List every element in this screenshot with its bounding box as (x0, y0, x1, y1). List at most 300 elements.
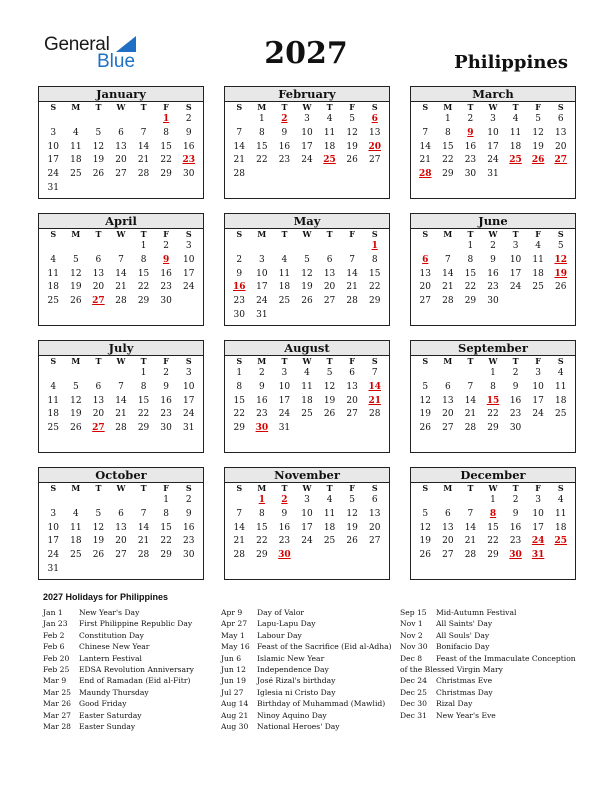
holiday-day-cell: 12 (554, 254, 567, 265)
weekday-header: T (95, 356, 102, 366)
day-cell: 19 (92, 155, 105, 166)
day-cell: 6 (95, 381, 102, 392)
month-grid (39, 356, 203, 436)
day-cell: 18 (554, 522, 567, 533)
weekday-header: T (512, 483, 519, 493)
day-cell: 8 (163, 127, 169, 138)
holiday-entry (221, 653, 392, 664)
holiday-date: Feb 6 (43, 642, 65, 652)
day-cell: 27 (442, 550, 454, 561)
empty-day-cell (110, 240, 133, 254)
empty-day-cell (132, 113, 155, 127)
holiday-day-cell: 25 (509, 155, 522, 166)
holiday-day-cell: 31 (531, 550, 545, 561)
month-title: July (39, 341, 203, 356)
day-cell: 23 (256, 409, 268, 420)
weekday-header: S (236, 229, 243, 239)
weekday-header: T (467, 356, 474, 366)
day-cell: 20 (323, 282, 336, 293)
holiday-day-cell: 9 (163, 254, 170, 265)
month-august (224, 340, 390, 453)
day-cell: 28 (233, 550, 245, 561)
weekday-header: M (257, 356, 267, 366)
day-cell: 2 (512, 368, 519, 378)
holiday-day-cell: 30 (509, 550, 522, 561)
day-cell: 23 (160, 282, 172, 293)
weekday-header: M (257, 102, 267, 112)
day-cell: 12 (346, 127, 358, 138)
weekday-header: M (257, 483, 267, 493)
empty-day-cell (459, 367, 482, 381)
day-cell: 18 (278, 282, 291, 293)
empty-day-cell (110, 113, 133, 127)
holiday-entry (400, 641, 576, 652)
holiday-day-cell: 9 (467, 127, 474, 138)
day-cell: 26 (323, 409, 336, 420)
holiday-date: May 1 (221, 630, 245, 640)
day-cell: 3 (50, 508, 57, 519)
weekday-header: S (371, 229, 378, 239)
holiday-date: Dec 24 (400, 676, 427, 686)
weekday-header: T (467, 229, 474, 239)
day-cell: 24 (278, 409, 291, 420)
day-cell: 17 (47, 155, 59, 166)
day-cell: 23 (182, 536, 195, 547)
day-cell: 8 (236, 381, 243, 392)
day-cell: 12 (532, 127, 544, 138)
day-cell: 8 (490, 381, 496, 392)
weekday-header: M (443, 229, 453, 239)
holiday-date: Mar 26 (43, 699, 72, 709)
holiday-entry (43, 664, 194, 675)
day-cell: 12 (70, 268, 82, 279)
empty-day-cell (414, 367, 437, 381)
day-cell: 22 (256, 536, 268, 547)
weekday-header: S (50, 102, 57, 112)
weekday-header: S (236, 102, 243, 112)
holiday-name: Birthday of Muhammad (Mawlid) (257, 699, 386, 709)
day-cell: 24 (487, 155, 499, 166)
day-cell: 28 (464, 423, 477, 434)
holiday-date: Jun 12 (221, 665, 246, 675)
weekday-header: S (557, 102, 564, 112)
empty-day-cell (110, 494, 133, 508)
holiday-name: Iglesia ni Cristo Day (257, 687, 336, 697)
day-cell: 2 (236, 254, 243, 265)
holiday-entry (43, 653, 194, 664)
day-cell: 21 (464, 409, 477, 420)
day-cell: 10 (47, 522, 59, 533)
day-cell: 22 (487, 409, 499, 420)
day-cell: 23 (160, 409, 172, 420)
day-cell: 2 (467, 114, 474, 124)
weekday-header: T (95, 483, 102, 493)
weekday-header: T (326, 229, 333, 239)
day-cell: 14 (464, 395, 477, 406)
day-cell: 3 (304, 114, 310, 124)
empty-day-cell (414, 113, 437, 127)
weekday-header: M (71, 483, 81, 493)
day-cell: 2 (163, 368, 169, 378)
day-cell: 5 (422, 508, 429, 519)
day-cell: 2 (490, 241, 496, 251)
holiday-entry (400, 607, 576, 618)
weekday-header: W (488, 483, 498, 493)
holiday-date: Feb 2 (43, 630, 65, 640)
day-cell: 30 (182, 550, 195, 561)
day-cell: 3 (50, 127, 57, 138)
day-cell: 5 (95, 508, 102, 519)
day-cell: 24 (182, 282, 195, 293)
day-cell: 13 (115, 141, 127, 152)
empty-day-cell (228, 494, 251, 508)
holiday-date: Aug 14 (221, 699, 249, 709)
day-cell: 10 (256, 268, 268, 279)
weekday-header: T (326, 102, 333, 112)
holiday-entry (400, 653, 576, 664)
day-cell: 15 (256, 141, 268, 152)
weekday-header: W (488, 356, 498, 366)
day-cell: 8 (163, 508, 169, 519)
day-cell: 10 (182, 381, 195, 392)
day-cell: 26 (92, 550, 105, 561)
day-cell: 25 (47, 296, 59, 307)
holiday-date: Jan 23 (43, 619, 68, 629)
holiday-entry (43, 630, 194, 641)
holiday-name: Mid-Autumn Festival (436, 608, 517, 617)
empty-day-cell (87, 494, 110, 508)
day-cell: 23 (278, 536, 291, 547)
day-cell: 15 (256, 522, 268, 533)
day-cell: 2 (258, 368, 265, 378)
empty-day-cell (414, 240, 437, 254)
holiday-name: Maundy Thursday (79, 687, 149, 697)
day-cell: 23 (509, 536, 522, 547)
day-cell: 8 (258, 127, 265, 138)
day-cell: 18 (554, 395, 567, 406)
day-cell: 19 (323, 395, 336, 406)
day-cell: 10 (301, 508, 313, 519)
day-cell: 28 (115, 423, 127, 434)
day-cell: 15 (137, 268, 150, 279)
holiday-name: Lapu-Lapu Day (257, 619, 316, 629)
day-cell: 5 (557, 241, 564, 251)
holiday-name: Bonifacio Day (436, 642, 490, 652)
day-cell: 14 (233, 522, 245, 533)
day-cell: 8 (467, 254, 474, 265)
holiday-entry (400, 710, 576, 721)
empty-day-cell (65, 367, 88, 381)
day-cell: 29 (464, 296, 477, 307)
holiday-entry (400, 630, 576, 641)
calendar-country: Philippines (454, 52, 568, 73)
day-cell: 22 (160, 155, 172, 166)
day-cell: 3 (281, 368, 288, 378)
day-cell: 30 (182, 169, 195, 180)
weekday-header: F (535, 356, 541, 366)
day-cell: 5 (422, 381, 429, 392)
weekday-header: S (371, 483, 378, 493)
day-cell: 29 (487, 423, 499, 434)
holiday-entry (43, 607, 194, 618)
day-cell: 24 (182, 409, 195, 420)
day-cell: 26 (70, 423, 82, 434)
day-cell: 2 (512, 495, 519, 505)
holiday-day-cell: 27 (92, 423, 105, 434)
month-title: March (411, 87, 575, 102)
day-cell: 11 (509, 127, 522, 138)
weekday-header: S (422, 102, 429, 112)
day-cell: 20 (115, 536, 127, 547)
day-cell: 18 (47, 409, 59, 420)
day-cell: 11 (323, 127, 336, 138)
holiday-date: Nov 1 (400, 619, 423, 629)
day-cell: 1 (258, 114, 265, 124)
holiday-date: Jul 27 (221, 687, 244, 697)
day-cell: 16 (278, 141, 291, 152)
empty-day-cell (228, 240, 251, 254)
day-cell: 4 (326, 114, 333, 124)
weekday-header: S (50, 229, 57, 239)
day-cell: 29 (233, 423, 245, 434)
weekday-header: S (185, 356, 192, 366)
empty-day-cell (273, 240, 296, 254)
holiday-day-cell: 27 (92, 296, 105, 307)
weekday-header: S (422, 356, 429, 366)
weekday-header: F (535, 483, 541, 493)
day-cell: 25 (70, 169, 82, 180)
day-cell: 13 (368, 508, 381, 519)
empty-day-cell (459, 494, 482, 508)
month-november (224, 467, 390, 580)
holiday-date: Mar 28 (43, 722, 72, 732)
day-cell: 7 (140, 508, 147, 519)
weekday-header: T (281, 356, 288, 366)
day-cell: 17 (301, 522, 313, 533)
day-cell: 18 (532, 268, 544, 279)
day-cell: 16 (278, 522, 291, 533)
weekday-header: W (302, 483, 312, 493)
weekday-header: F (349, 483, 355, 493)
day-cell: 13 (442, 395, 454, 406)
weekday-header: W (302, 229, 312, 239)
empty-day-cell (437, 367, 460, 381)
day-cell: 17 (487, 141, 499, 152)
day-cell: 29 (137, 423, 150, 434)
day-cell: 24 (301, 155, 313, 166)
weekday-header: T (95, 229, 102, 239)
weekday-header: M (257, 229, 267, 239)
weekday-header: S (422, 229, 429, 239)
day-cell: 25 (278, 296, 291, 307)
day-cell: 26 (554, 282, 567, 293)
day-cell: 3 (535, 368, 541, 378)
day-cell: 12 (323, 381, 336, 392)
month-july (38, 340, 204, 453)
holiday-entry (221, 721, 392, 732)
day-cell: 26 (70, 296, 82, 307)
day-cell: 10 (532, 381, 544, 392)
month-january (38, 86, 204, 199)
day-cell: 16 (487, 268, 499, 279)
day-cell: 1 (444, 114, 451, 124)
holiday-entry (43, 618, 194, 629)
month-title: October (39, 468, 203, 483)
day-cell: 23 (278, 155, 291, 166)
empty-day-cell (42, 494, 65, 508)
day-cell: 16 (160, 268, 172, 279)
holiday-date: Mar 9 (43, 676, 67, 686)
day-cell: 7 (118, 254, 124, 265)
holiday-day-cell: 20 (368, 141, 381, 152)
day-cell: 18 (70, 536, 82, 547)
day-cell: 13 (115, 522, 127, 533)
month-title: June (411, 214, 575, 229)
day-cell: 29 (442, 169, 454, 180)
day-cell: 11 (70, 141, 82, 152)
weekday-header: T (281, 483, 288, 493)
holiday-day-cell: 26 (531, 155, 545, 166)
day-cell: 17 (278, 395, 291, 406)
day-cell: 12 (419, 522, 431, 533)
holiday-date: Dec 8 (400, 653, 423, 663)
day-cell: 14 (346, 268, 358, 279)
day-cell: 13 (368, 127, 381, 138)
day-cell: 14 (137, 141, 150, 152)
day-cell: 28 (346, 296, 358, 307)
day-cell: 7 (467, 381, 474, 392)
holiday-entry (221, 641, 392, 652)
day-cell: 11 (323, 508, 336, 519)
day-cell: 10 (278, 381, 291, 392)
day-cell: 22 (160, 536, 172, 547)
day-cell: 11 (554, 508, 567, 519)
day-cell: 27 (368, 536, 381, 547)
day-cell: 6 (95, 254, 102, 265)
holiday-name: Christmas Eve (436, 676, 493, 686)
holiday-entry (221, 710, 392, 721)
day-cell: 21 (115, 282, 127, 293)
day-cell: 8 (444, 127, 451, 138)
day-cell: 9 (185, 508, 192, 519)
day-cell: 21 (442, 282, 454, 293)
day-cell: 10 (509, 254, 522, 265)
holiday-day-cell: 25 (554, 536, 567, 547)
empty-day-cell (65, 494, 88, 508)
day-cell: 13 (92, 395, 105, 406)
month-june (410, 213, 576, 326)
day-cell: 2 (185, 495, 192, 505)
weekday-header: S (422, 483, 429, 493)
holiday-name: Ninoy Aquino Day (257, 710, 327, 720)
empty-day-cell (251, 240, 274, 254)
day-cell: 1 (490, 495, 496, 505)
day-cell: 11 (47, 395, 59, 406)
holiday-date: Mar 27 (43, 710, 72, 720)
holiday-day-cell: 14 (368, 381, 381, 392)
month-grid (225, 102, 389, 182)
holiday-entry (221, 630, 392, 641)
day-cell: 19 (419, 536, 431, 547)
day-cell: 11 (278, 268, 291, 279)
holiday-name: EDSA Revolution Anniversary (79, 665, 194, 675)
day-cell: 25 (532, 282, 544, 293)
day-cell: 15 (233, 395, 245, 406)
day-cell: 1 (490, 368, 496, 378)
day-cell: 28 (137, 169, 150, 180)
day-cell: 19 (92, 536, 105, 547)
holiday-day-cell: 2 (281, 114, 288, 124)
weekday-header: S (371, 102, 378, 112)
holiday-name: Feast of the Sacrifice (Eid al-Adha) (257, 642, 392, 652)
day-cell: 6 (118, 127, 124, 138)
holiday-day-cell: 24 (531, 536, 545, 547)
holiday-entry (221, 607, 392, 618)
holiday-day-cell: 27 (554, 155, 567, 166)
day-cell: 21 (464, 536, 477, 547)
day-cell: 4 (281, 254, 288, 265)
month-grid (39, 229, 203, 309)
holiday-name: Easter Saturday (79, 710, 142, 720)
month-february (224, 86, 390, 199)
day-cell: 28 (464, 550, 477, 561)
holiday-day-cell: 6 (371, 114, 378, 124)
day-cell: 9 (281, 127, 288, 138)
day-cell: 25 (47, 423, 59, 434)
day-cell: 7 (422, 127, 429, 138)
day-cell: 28 (115, 296, 127, 307)
month-grid (39, 102, 203, 196)
empty-day-cell (228, 113, 251, 127)
weekday-header: T (140, 483, 147, 493)
weekday-header: S (50, 356, 57, 366)
day-cell: 13 (442, 522, 454, 533)
day-cell: 19 (346, 141, 358, 152)
weekday-header: T (326, 483, 333, 493)
day-cell: 20 (442, 409, 454, 420)
empty-day-cell (110, 367, 133, 381)
day-cell: 17 (182, 395, 195, 406)
empty-day-cell (42, 240, 65, 254)
day-cell: 20 (92, 409, 105, 420)
holiday-day-cell: 30 (278, 550, 291, 561)
weekday-header: S (185, 229, 192, 239)
day-cell: 19 (70, 282, 82, 293)
day-cell: 4 (535, 241, 541, 251)
day-cell: 9 (490, 254, 496, 265)
holiday-name: First Philippine Republic Day (79, 619, 193, 629)
day-cell: 29 (160, 169, 172, 180)
day-cell: 19 (346, 522, 358, 533)
holiday-name: All Saints' Day (436, 619, 493, 629)
calendar-year: 2027 (264, 36, 348, 71)
month-grid (411, 102, 575, 182)
empty-day-cell (65, 240, 88, 254)
weekday-header: S (557, 483, 564, 493)
weekday-header: F (349, 229, 355, 239)
day-cell: 18 (509, 141, 522, 152)
holiday-day-cell: 19 (554, 268, 567, 279)
day-cell: 17 (256, 282, 268, 293)
day-cell: 6 (444, 508, 451, 519)
empty-day-cell (87, 113, 110, 127)
day-cell: 4 (72, 508, 79, 519)
day-cell: 6 (557, 114, 564, 124)
weekday-header: W (116, 229, 126, 239)
day-cell: 28 (442, 296, 454, 307)
weekday-header: S (236, 483, 243, 493)
day-cell: 5 (95, 127, 102, 138)
